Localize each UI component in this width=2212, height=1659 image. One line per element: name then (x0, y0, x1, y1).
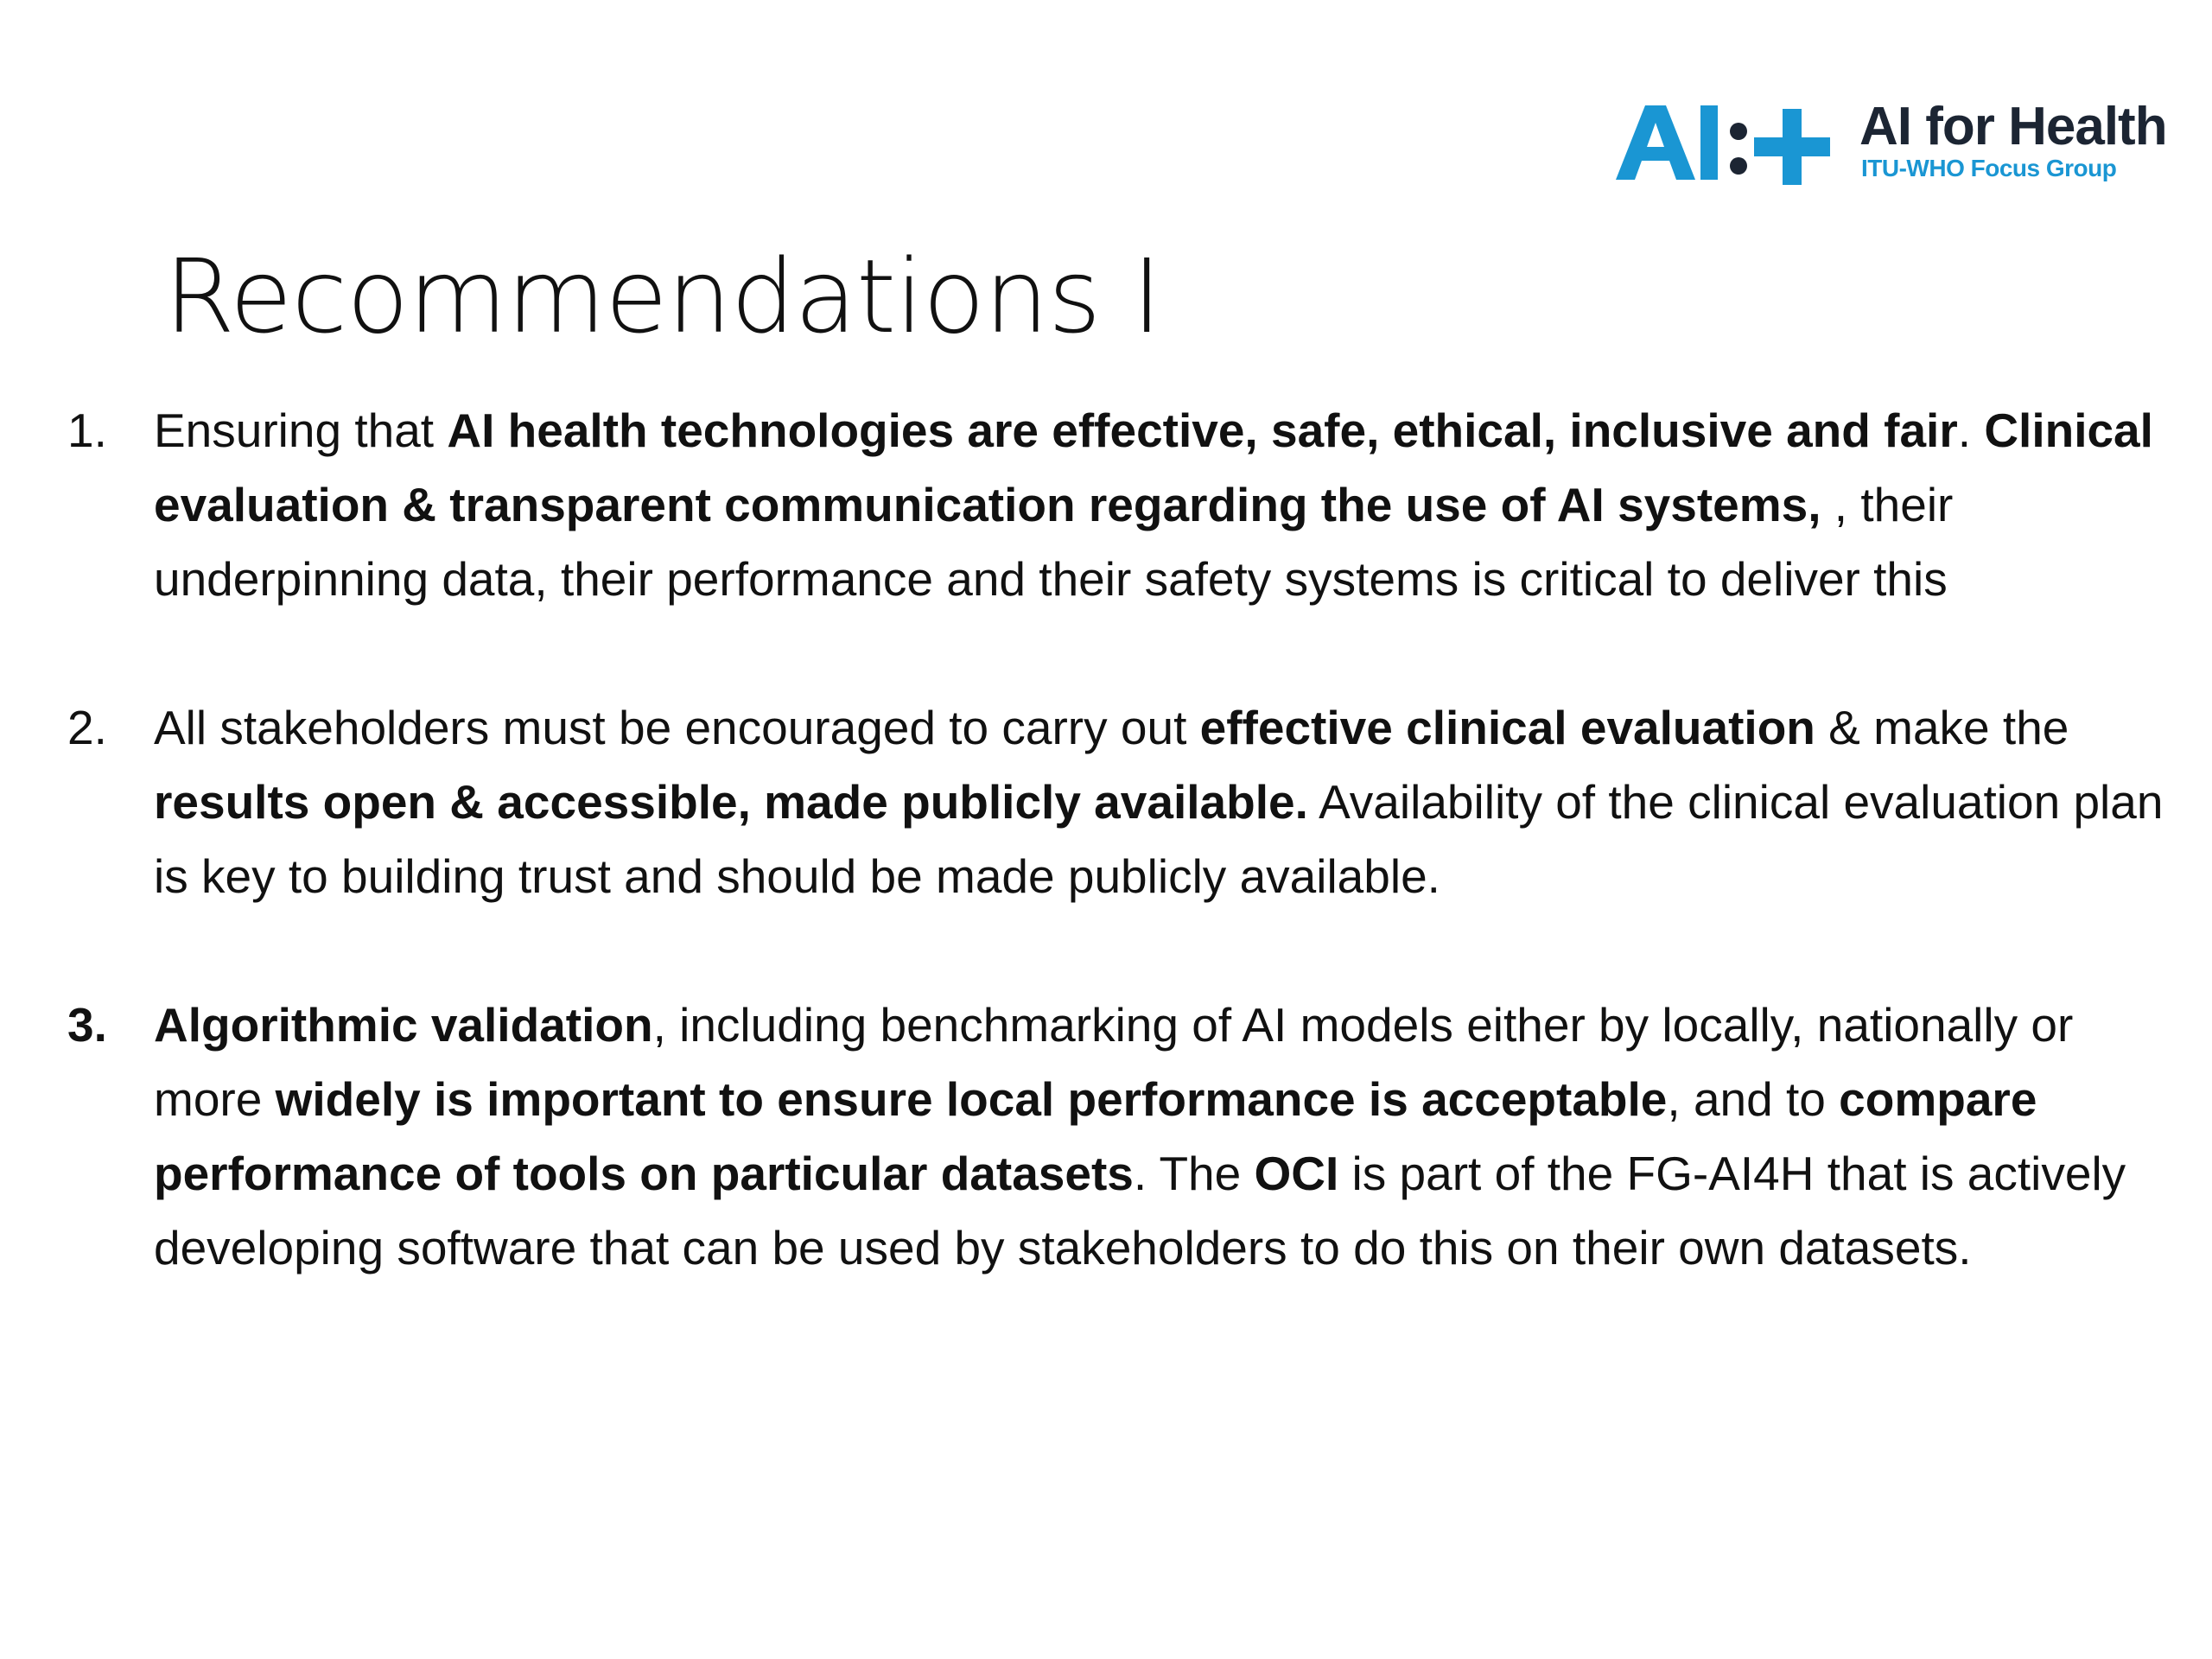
ai-for-health-logo (1616, 97, 2167, 192)
item-text: Algorithmic validation, including benchmarking of AI models either by locally, nationally or more widely is important to ensure local performance is acceptable, and to compare performance of tools on particular datasets. The OCI is part of the FG-AI4H that is actively developing software that can be used by stakeholders to do this on their own datasets. (154, 998, 2126, 1274)
list-item (60, 988, 2169, 1285)
item-text: Ensuring that AI health technologies are effective, safe, ethical, inclusive and fair. Clinical evaluation & transparent communication regarding the use of AI systems, , their underpinning data, their performance and their safety systems is critical to deliver this (154, 404, 2153, 606)
logo-title: AI for Health (1859, 97, 2167, 156)
item-number: 1. (67, 404, 107, 457)
item-number: 3. (67, 998, 107, 1052)
item-text: All stakeholders must be encouraged to carry out effective clinical evaluation & make the results open & accessible, made publicly available. Availability of the clinical evaluation plan is key to building trust and should be made publicly available. (154, 701, 2164, 903)
logo-subtitle: ITU-WHO Focus Group (1861, 155, 2117, 181)
recommendations-list (60, 393, 2169, 1359)
list-item (60, 393, 2169, 616)
slide-title: Recommendations I (164, 237, 1161, 356)
item-number: 2. (67, 701, 107, 754)
ai-plus-logo-icon (1616, 97, 1842, 192)
list-item (60, 690, 2169, 913)
